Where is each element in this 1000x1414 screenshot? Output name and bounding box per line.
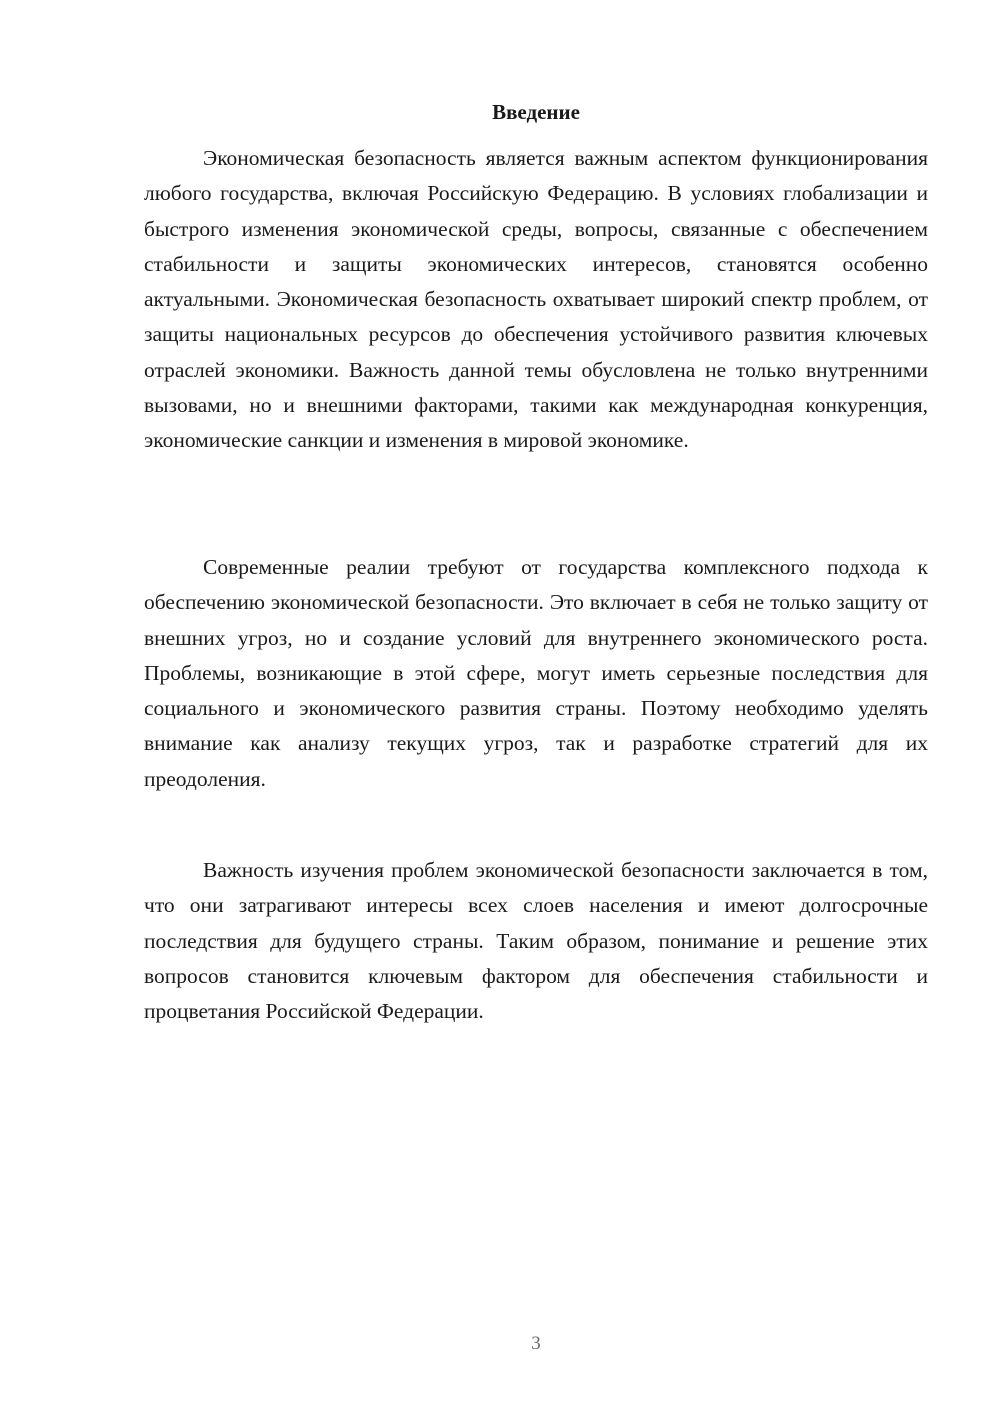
paragraph-3: Важность изучения проблем экономической безопасности заключается в том, что они затрагивают интересы всех слоев населения и имеют долгосрочные последствия для будущего страны. Таким образом, понимание и решение этих вопросов становится ключевым фактором для обеспечения стабильности и процветания Российской Федерации. (144, 858, 928, 1024)
page-number: 3 (531, 1333, 541, 1354)
document-page (144, 0, 928, 1414)
paragraph-2: Современные реалии требуют от государства комплексного подхода к обеспечению экономической безопасности. Это включает в себя не только защиту от внешних угроз, но и создание условий для внутреннего экономического роста. Проблемы, возникающие в этой сфере, могут иметь серьезные последствия для социального и экономического развития страны. Поэтому необходимо уделять внимание как анализу текущих угроз, так и разработке стратегий для их преодоления. (144, 555, 928, 791)
section-title: Введение (492, 100, 580, 124)
paragraph-1: Экономическая безопасность является важным аспектом функционирования любого государства, включая Российскую Федерацию. В условиях глобализации и быстрого изменения экономической среды, вопросы, связанные с обеспечением стабильности и защиты экономических интересов, становятся особенно актуальными. Экономическая безопасность охватывает широкий спектр проблем, от защиты национальных ресурсов до обеспечения устойчивого развития ключевых отраслей экономики. Важность данной темы обусловлена не только внутренними вызовами, но и внешними факторами, такими как международная конкуренция, экономические санкции и изменения в мировой экономике. (144, 146, 928, 453)
